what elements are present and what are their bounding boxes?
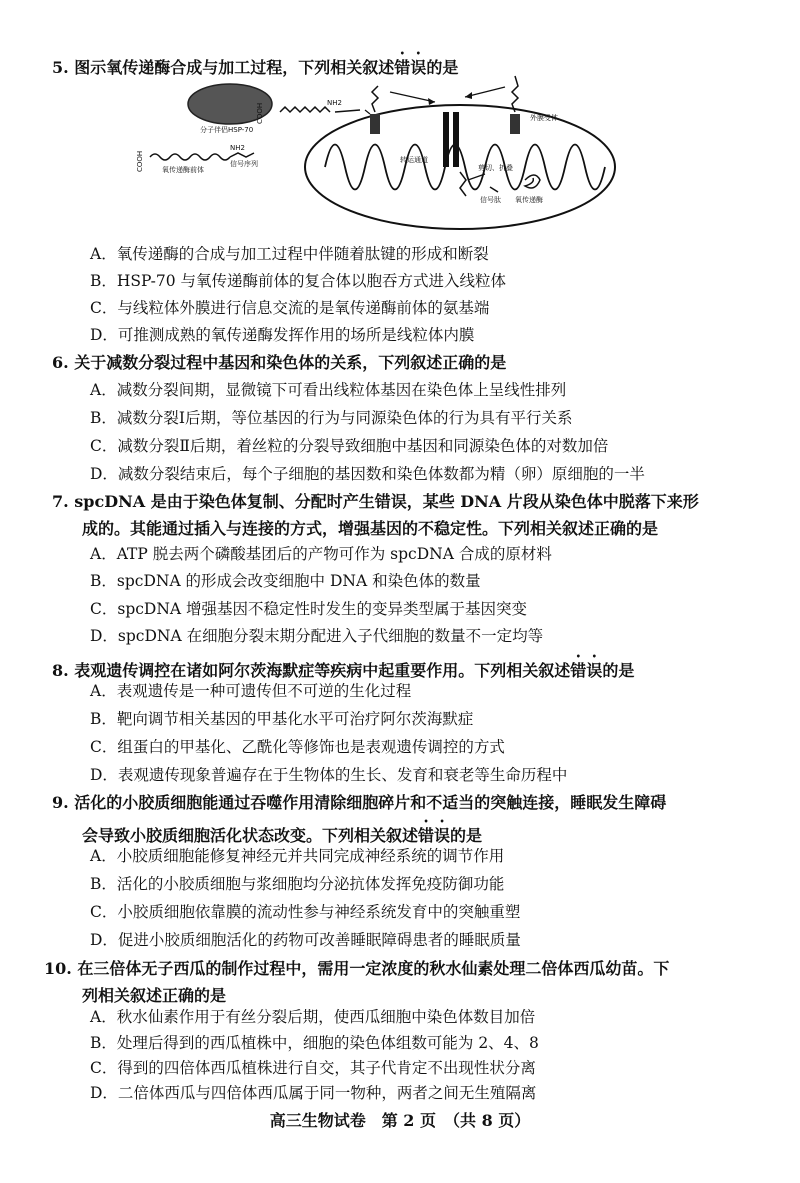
inner-channel-label: 转运通道 bbox=[400, 156, 428, 164]
option-8c: C．组蛋白的甲基化、乙酰化等修饰也是表观遗传调控的方式 bbox=[90, 738, 505, 756]
outer-receptor-right bbox=[510, 114, 520, 134]
option-9d: D．促进小胶质细胞活化的药物可改善睡眠障碍患者的睡眠质量 bbox=[90, 931, 521, 949]
signal-label: 信号序列 bbox=[230, 160, 258, 168]
option-10c: C．得到的四倍体西瓜植株进行自交，其子代肯定不出现性状分离 bbox=[90, 1059, 536, 1077]
question-10 bbox=[44, 955, 669, 982]
cooh-label-a: COOH bbox=[256, 102, 264, 124]
question-stem: 表观遗传调控在诸如阿尔茨海默症等疾病中起重要作用。下列相关叙述错误的是 bbox=[74, 661, 635, 680]
mature-enzyme-label: 氧传递酶 bbox=[515, 196, 543, 204]
question-stem: 关于减数分裂过程中基因和染色体的关系，下列叙述正确的是 bbox=[74, 353, 507, 372]
option-8b: B．靶向调节相关基因的甲基化水平可治疗阿尔茨海默症 bbox=[90, 710, 474, 728]
question-7 bbox=[52, 488, 699, 515]
option-10d: D．二倍体西瓜与四倍体西瓜属于同一物种，两者之间无生殖隔离 bbox=[90, 1084, 537, 1102]
option-6b: B．减数分裂Ⅰ后期，等位基因的行为与同源染色体的行为具有平行关系 bbox=[90, 409, 573, 427]
cooh-label-b: COOH bbox=[136, 150, 144, 172]
mitochondrion-outer-membrane bbox=[305, 105, 615, 229]
precursor-label: 氧传递酶前体 bbox=[162, 166, 204, 174]
outer-receptor-label: 外膜受体 bbox=[530, 114, 558, 122]
option-6c: C．减数分裂Ⅱ后期，着丝粒的分裂导致细胞中基因和同源染色体的对数加倍 bbox=[90, 437, 609, 455]
question-10-stem-line2: 列相关叙述正确的是 bbox=[82, 986, 227, 1005]
option-5d: D．可推测成熟的氧传递酶发挥作用的场所是线粒体内膜 bbox=[90, 326, 475, 344]
option-5a: A．氧传递酶的合成与加工过程中伴随着肽键的形成和断裂 bbox=[90, 245, 489, 263]
option-8d: D．表观遗传现象普遍存在于生物体的生长、发育和衰老等生命历程中 bbox=[90, 766, 568, 784]
question-stem: 活化的小胶质细胞能通过吞噬作用清除细胞碎片和不适当的突触连接，睡眠发生障碍 bbox=[74, 793, 667, 812]
question-9-stem-line2: 会导致小胶质细胞活化状态改变。下列相关叙述错误的是 bbox=[82, 826, 483, 845]
oxygen-transferase-diagram bbox=[130, 62, 630, 232]
option-7d: D．spcDNA 在细胞分裂末期分配进入子代细胞的数量不一定均等 bbox=[90, 627, 544, 645]
option-6a: A．减数分裂间期，显微镜下可看出线粒体基因在染色体上呈线性排列 bbox=[90, 381, 567, 399]
helix-chain bbox=[280, 107, 330, 112]
option-7b: B．spcDNA 的形成会改变细胞中 DNA 和染色体的数量 bbox=[90, 572, 481, 590]
question-stem: 在三倍体无子西瓜的制作过程中，需用一定浓度的秋水仙素处理二倍体西瓜幼苗。下 bbox=[77, 959, 670, 978]
question-number: 10. bbox=[44, 959, 72, 978]
nh2-label-b: NH2 bbox=[230, 144, 245, 152]
option-10b: B．处理后得到的西瓜植株中，细胞的染色体组数可能为 2、4、8 bbox=[90, 1034, 539, 1052]
question-9 bbox=[52, 789, 666, 816]
channel-left-bar bbox=[443, 112, 449, 167]
mature-enzyme-shape bbox=[525, 175, 540, 188]
outer-receptor-left bbox=[370, 114, 380, 134]
option-7c: C．spcDNA 增强基因不稳定性时发生的变异类型属于基因突变 bbox=[90, 600, 528, 618]
option-8a: A．表观遗传是一种可遗传但不可逆的生化过程 bbox=[90, 682, 412, 700]
cut-label: 剪切、折叠 bbox=[478, 164, 513, 172]
option-6d: D．减数分裂结束后，每个子细胞的基因数和染色体数都为精（卵）原细胞的一半 bbox=[90, 465, 645, 483]
channel-right-bar bbox=[453, 112, 459, 167]
option-5c: C．与线粒体外膜进行信息交流的是氧传递酶前体的氨基端 bbox=[90, 299, 490, 317]
question-number: 7. bbox=[52, 492, 69, 511]
question-number: 9. bbox=[52, 793, 69, 812]
option-9c: C．小胶质细胞依靠膜的流动性参与神经系统发育中的突触重塑 bbox=[90, 903, 521, 921]
question-stem: spcDNA 是由于染色体复制、分配时产生错误，某些 DNA 片段从染色体中脱落下来形 bbox=[74, 492, 699, 511]
precursor-chain bbox=[150, 154, 230, 160]
question-number: 6. bbox=[52, 353, 69, 372]
question-stem: 图示氧传递酶合成与加工过程，下列相关叙述错误的是 bbox=[74, 58, 459, 77]
option-5b: B．HSP-70 与氧传递酶前体的复合体以胞吞方式进入线粒体 bbox=[90, 272, 506, 290]
page-footer: 高三生物试卷 第 2 页 （共 8 页） bbox=[269, 1111, 531, 1130]
option-10a: A．秋水仙素作用于有丝分裂后期，使西瓜细胞中染色体数目加倍 bbox=[90, 1008, 536, 1026]
hsp-label: 分子伴侣HSP-70 bbox=[200, 126, 254, 134]
question-6 bbox=[52, 349, 506, 376]
option-9b: B．活化的小胶质细胞与浆细胞均分泌抗体发挥免疫防御功能 bbox=[90, 875, 505, 893]
option-9a: A．小胶质细胞能修复神经元并共同完成神经系统的调节作用 bbox=[90, 847, 505, 865]
question-7-stem-line2: 成的。其能通过插入与连接的方式，增强基因的不稳定性。下列相关叙述正确的是 bbox=[82, 519, 659, 538]
mitochondrion-inner-membrane bbox=[325, 145, 605, 190]
signal-peptide-label: 信号肽 bbox=[480, 196, 501, 204]
option-7a: A．ATP 脱去两个磷酸基团后的产物可作为 spcDNA 合成的原材料 bbox=[90, 545, 552, 563]
question-number: 8. bbox=[52, 661, 69, 680]
question-number: 5. bbox=[52, 58, 69, 77]
nh2-label-a: NH2 bbox=[327, 99, 342, 107]
